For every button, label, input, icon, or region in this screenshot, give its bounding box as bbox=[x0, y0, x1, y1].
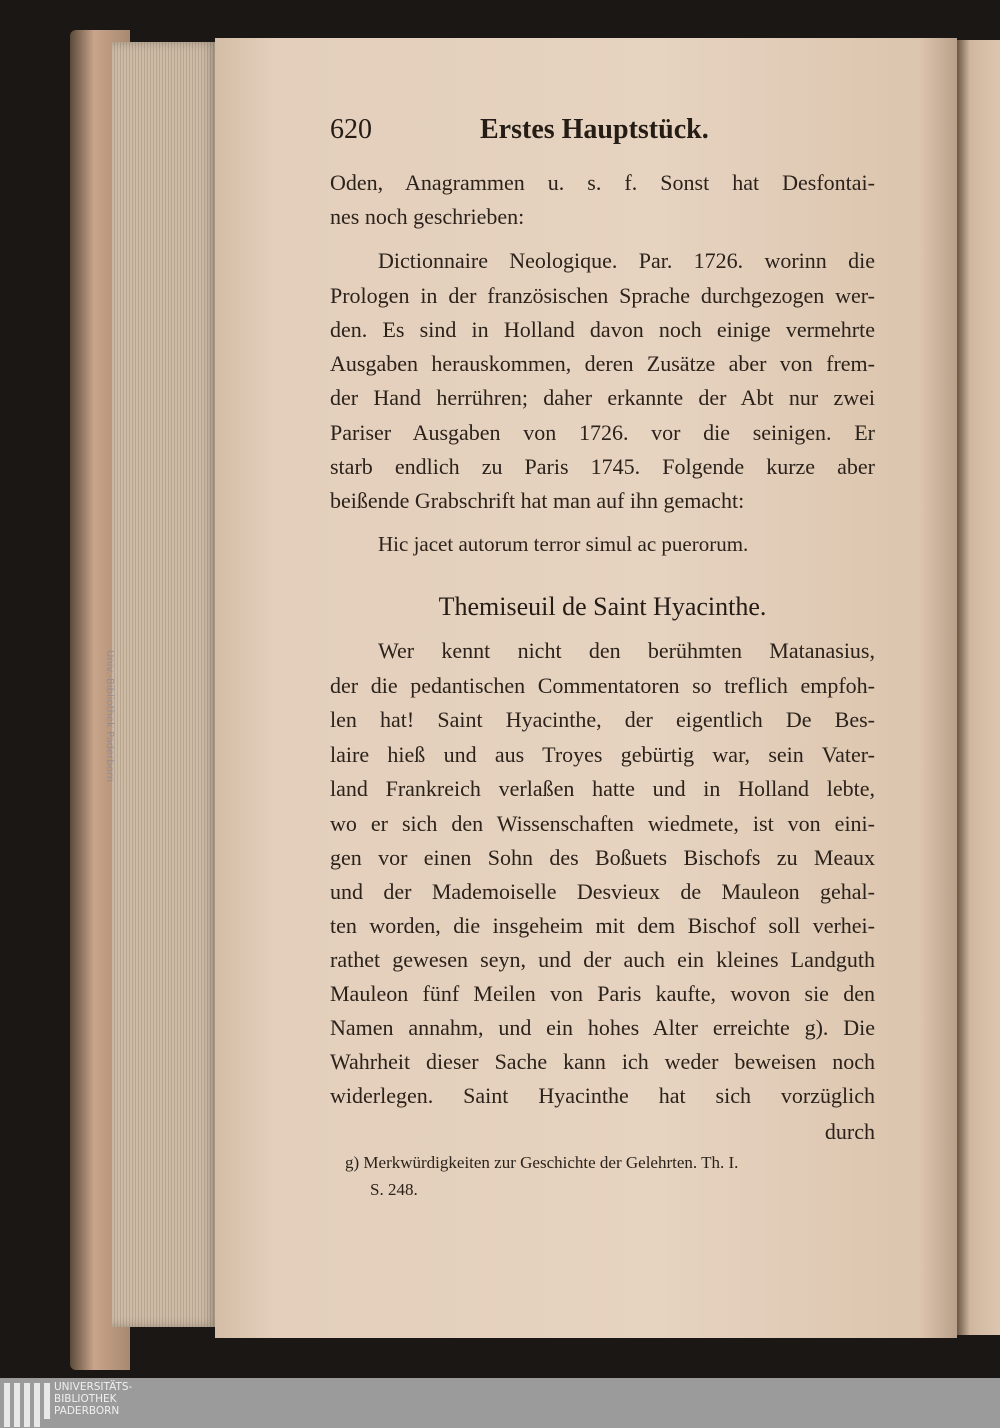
logo-line: PADERBORN bbox=[54, 1405, 120, 1417]
text-line: wo er sich den Wissenschaften wiedmete, ist von eini- bbox=[330, 811, 875, 836]
page-number: 620 bbox=[330, 114, 372, 145]
logo-line: UNIVERSITÄTS- bbox=[54, 1381, 133, 1393]
text-line: land Frankreich verlaßen hatte und in Holland lebte, bbox=[330, 776, 875, 801]
running-title: Erstes Hauptstück. bbox=[480, 114, 709, 145]
text-line: widerlegen. Saint Hyacinthe hat sich vorzüglich bbox=[330, 1083, 875, 1108]
footnote-line: g) Merkwürdigkeiten zur Geschichte der Gelehrten. Th. I. bbox=[345, 1153, 739, 1172]
text-line: Ausgaben herauskommen, deren Zusätze aber von frem- bbox=[330, 351, 875, 376]
text-line: und der Mademoiselle Desvieux de Mauleon gehal- bbox=[330, 879, 875, 904]
text-line: nes noch geschrieben: bbox=[330, 204, 525, 229]
text-line: starb endlich zu Paris 1745. Folgende kurze aber bbox=[330, 454, 875, 479]
facing-page bbox=[957, 40, 1000, 1335]
catchword: durch bbox=[824, 1119, 875, 1144]
logo-line: BIBLIOTHEK bbox=[54, 1393, 117, 1405]
text-line: Prologen in der französischen Sprache durchgezogen wer- bbox=[330, 283, 875, 308]
text-line: laire hieß und aus Troyes gebürtig war, sein Vater- bbox=[330, 742, 875, 767]
text-line: Oden, Anagrammen u. s. f. Sonst hat Desfontai- bbox=[330, 170, 875, 195]
footnote-line: S. 248. bbox=[370, 1180, 418, 1199]
epitaph: Hic jacet autorum terror simul ac puerorum. bbox=[378, 532, 749, 556]
text-line: Pariser Ausgaben von 1726. vor die seinigen. Er bbox=[330, 420, 875, 445]
text-line: rathet gewesen seyn, und der auch ein kleines Landguth bbox=[330, 947, 875, 972]
text-line: der Hand herrühren; daher erkannte der Abt nur zwei bbox=[330, 385, 875, 410]
footer-bar bbox=[0, 1378, 1000, 1428]
text-line: ten worden, die insgeheim mit dem Bischof soll verhei- bbox=[330, 913, 875, 938]
library-logo-text bbox=[54, 1381, 132, 1417]
text-line: beißende Grabschrift hat man auf ihn gemacht: bbox=[330, 488, 745, 513]
text-line: Namen annahm, und ein hohes Alter erreichte g). Die bbox=[330, 1015, 875, 1040]
text-line: Wer kennt nicht den berühmten Matanasius, bbox=[378, 638, 875, 663]
text-line: len hat! Saint Hyacinthe, der eigentlich De Bes- bbox=[330, 707, 875, 732]
text-line: gen vor einen Sohn des Boßuets Bischofs zu Meaux bbox=[330, 845, 875, 870]
text-line: den. Es sind in Holland davon noch einige vermehrte bbox=[330, 317, 875, 342]
page-edges bbox=[112, 42, 217, 1327]
section-title: Themiseuil de Saint Hyacinthe. bbox=[438, 592, 767, 621]
text-line: Wahrheit dieser Sache kann ich weder beweisen noch bbox=[330, 1049, 875, 1074]
text-line: Mauleon fünf Meilen von Paris kaufte, wovon sie den bbox=[330, 981, 875, 1006]
text-line: Dictionnaire Neologique. Par. 1726. worinn die bbox=[378, 248, 875, 273]
text-line: der die pedantischen Commentatoren so treflich empfoh- bbox=[330, 673, 875, 698]
library-stamp: Univ.-Bibliothek Paderborn bbox=[104, 650, 115, 783]
